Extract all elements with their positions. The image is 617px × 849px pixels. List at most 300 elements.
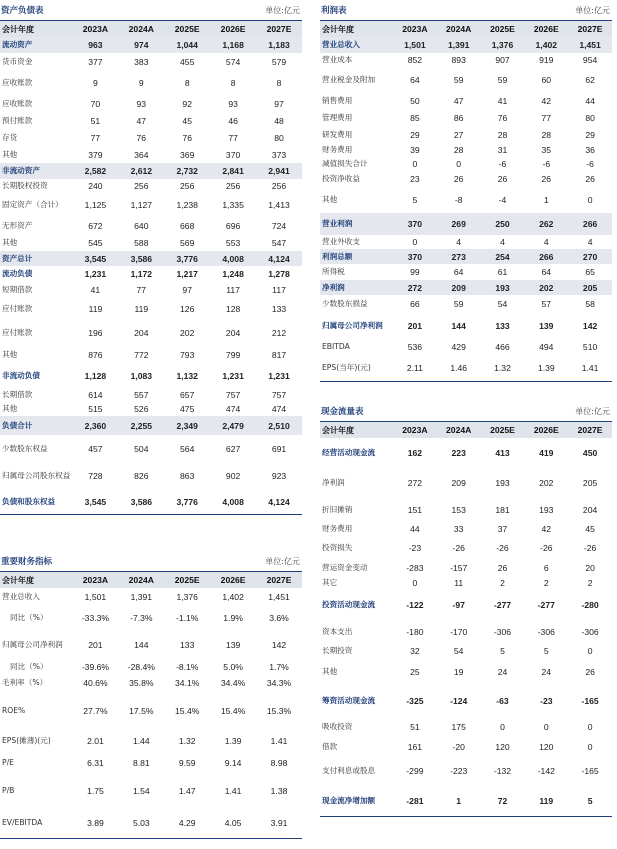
cell-value: 0 bbox=[587, 645, 593, 656]
row-label: 现金流净增加额 bbox=[322, 795, 376, 805]
cell-value: 47 bbox=[453, 95, 464, 106]
cell-value: 54 bbox=[453, 645, 464, 656]
cell-value: 34.3% bbox=[266, 677, 292, 688]
cell-value: 58 bbox=[585, 298, 595, 309]
cell-value: -28.4% bbox=[127, 661, 155, 672]
cell-value: 23 bbox=[410, 173, 420, 184]
cell-value: 2,732 bbox=[164, 163, 210, 179]
cell-value: 11 bbox=[454, 577, 464, 588]
cell-value: 1 bbox=[456, 795, 462, 806]
table-row bbox=[0, 346, 302, 364]
cash-flow-unit: 单位:亿元 bbox=[575, 407, 610, 416]
cell-value: 256 bbox=[134, 181, 149, 191]
cell-value: 494 bbox=[539, 342, 554, 352]
cell-value: 48 bbox=[274, 115, 284, 126]
cell-value: 2,941 bbox=[256, 163, 302, 179]
table-row bbox=[0, 730, 302, 751]
header-row bbox=[0, 572, 302, 588]
header-year: 2027E bbox=[256, 21, 302, 37]
cell-value: 269 bbox=[437, 213, 481, 235]
cell-value: 77 bbox=[136, 285, 147, 295]
cell-value: -325 bbox=[406, 696, 424, 706]
table-row bbox=[0, 217, 302, 235]
table-row bbox=[320, 498, 612, 521]
cell-value: 9.59 bbox=[178, 758, 196, 768]
row-label: 营业总收入 bbox=[2, 591, 40, 601]
row-label: 所得税 bbox=[322, 267, 345, 276]
cell-value: 614 bbox=[88, 390, 103, 400]
cell-value: 119 bbox=[134, 304, 149, 314]
row-label: 流动负债 bbox=[2, 269, 33, 278]
cell-value: -277 bbox=[493, 600, 512, 610]
cell-value: 8 bbox=[276, 77, 282, 88]
cell-value: 5 bbox=[500, 645, 505, 656]
table-row bbox=[0, 129, 302, 146]
cell-value: 0 bbox=[412, 159, 418, 169]
cell-value: 1.32 bbox=[178, 735, 196, 746]
cell-value: -7.3% bbox=[130, 612, 153, 623]
row-label: 研发费用 bbox=[322, 129, 353, 139]
row-label: 归属母公司净利润 bbox=[322, 320, 383, 330]
table-row bbox=[320, 737, 612, 756]
cell-value: 457 bbox=[88, 443, 103, 454]
table-row bbox=[0, 53, 302, 70]
table-row bbox=[0, 674, 302, 691]
cell-value: 262 bbox=[524, 213, 568, 235]
cell-value: 256 bbox=[271, 181, 287, 191]
cell-value: 117 bbox=[226, 285, 240, 295]
cell-value: 1.41 bbox=[581, 363, 599, 373]
row-label: 减值损失合计 bbox=[322, 159, 368, 168]
cell-value: 429 bbox=[451, 342, 466, 352]
cell-value: 61 bbox=[497, 267, 508, 277]
cell-value: 35 bbox=[541, 145, 552, 155]
cell-value: 3.91 bbox=[270, 817, 288, 828]
row-label: 其他 bbox=[2, 350, 18, 359]
header-year: 2024A bbox=[118, 21, 164, 37]
cell-value: 193 bbox=[481, 280, 525, 295]
cell-value: 724 bbox=[271, 221, 287, 231]
cell-value: 119 bbox=[539, 795, 554, 806]
cell-value: 202 bbox=[524, 280, 568, 295]
row-label: 同比（%） bbox=[10, 661, 48, 671]
table-row bbox=[320, 438, 612, 467]
cell-value: 1,168 bbox=[210, 37, 256, 53]
table-row bbox=[320, 171, 612, 186]
cell-value: 1.39 bbox=[224, 735, 242, 746]
cash-flow-panel bbox=[320, 403, 612, 817]
cell-value: -33.3% bbox=[81, 612, 110, 623]
cell-value: 1,083 bbox=[130, 371, 153, 381]
cell-value: 588 bbox=[134, 238, 149, 248]
table-row bbox=[320, 67, 612, 92]
cell-value: 29 bbox=[585, 129, 595, 140]
header-year: 2027E bbox=[568, 422, 612, 438]
cell-value: -280 bbox=[581, 600, 599, 610]
header-year: 2025E bbox=[481, 21, 525, 37]
cell-value: -1.1% bbox=[175, 612, 199, 623]
cell-value: 3,776 bbox=[176, 497, 198, 507]
cell-value: 26 bbox=[585, 666, 595, 677]
cell-value: 126 bbox=[180, 304, 195, 314]
row-label: 归属母公司净利润 bbox=[2, 639, 63, 649]
row-label: EPS(摊薄)(元) bbox=[2, 735, 51, 745]
row-label: 管理费用 bbox=[322, 112, 353, 122]
table-bottom-rule bbox=[320, 816, 612, 817]
cell-value: 1,127 bbox=[130, 200, 153, 210]
cell-value: 204 bbox=[582, 504, 598, 515]
cell-value: 1.7% bbox=[269, 661, 289, 672]
cell-value: 59 bbox=[497, 74, 508, 85]
cell-value: 1,376 bbox=[176, 591, 198, 602]
cell-value: 223 bbox=[451, 447, 466, 458]
cell-value: -6 bbox=[542, 159, 551, 169]
row-label: 销售费用 bbox=[322, 95, 353, 105]
table-row bbox=[320, 143, 612, 157]
cell-value: 919 bbox=[539, 55, 554, 65]
row-label: 货币资金 bbox=[2, 56, 33, 66]
table-row bbox=[0, 70, 302, 95]
table-row bbox=[0, 298, 302, 320]
cell-value: 515 bbox=[88, 404, 103, 414]
row-label: 借款 bbox=[322, 741, 338, 751]
cell-value: 1,231 bbox=[222, 371, 244, 381]
table-row bbox=[0, 388, 302, 402]
table-row bbox=[0, 179, 302, 193]
cell-value: 119 bbox=[88, 304, 103, 314]
cell-value: 1.54 bbox=[132, 786, 150, 796]
cell-value: 852 bbox=[407, 55, 423, 65]
cell-value: 175 bbox=[451, 722, 466, 732]
cell-value: 162 bbox=[407, 447, 423, 458]
row-label: 非流动资产 bbox=[0, 163, 72, 179]
cell-value: 31 bbox=[497, 145, 508, 155]
row-label: 短期借款 bbox=[2, 285, 33, 294]
table-row bbox=[0, 435, 302, 462]
cell-value: 691 bbox=[271, 443, 287, 454]
cell-value: 2,841 bbox=[210, 163, 256, 179]
cell-value: 77 bbox=[228, 132, 238, 143]
cell-value: 250 bbox=[481, 213, 525, 235]
cell-value: 40.6% bbox=[83, 677, 108, 688]
cell-value: 466 bbox=[495, 342, 510, 352]
table-row bbox=[320, 92, 612, 109]
cell-value: 39 bbox=[410, 145, 420, 155]
cell-value: 2,360 bbox=[72, 416, 118, 435]
table-row bbox=[320, 559, 612, 576]
cell-value: 201 bbox=[407, 320, 423, 331]
row-label: 负债和股东权益 bbox=[2, 497, 56, 506]
cell-value: 0 bbox=[587, 722, 593, 732]
table-row bbox=[0, 490, 302, 514]
cell-value: 26 bbox=[497, 173, 508, 184]
cell-value: 19 bbox=[453, 666, 464, 677]
cell-value: 51 bbox=[410, 722, 420, 732]
cell-value: 2.01 bbox=[87, 735, 104, 746]
row-label: 营业利润 bbox=[320, 213, 393, 235]
row-label: EV/EBITDA bbox=[2, 817, 43, 827]
row-label: 投资净收益 bbox=[322, 173, 360, 183]
row-label: 营运资金变动 bbox=[322, 562, 368, 572]
cell-value: 1,376 bbox=[481, 37, 525, 53]
cell-value: 1,413 bbox=[268, 200, 290, 210]
header-year: 2025E bbox=[164, 21, 210, 37]
cell-value: -283 bbox=[406, 562, 424, 573]
cell-value: 526 bbox=[134, 404, 149, 414]
key-ratios-panel bbox=[0, 553, 302, 839]
row-label: 长期投资 bbox=[322, 645, 353, 655]
row-label: 筹资活动现金流 bbox=[322, 696, 376, 705]
cell-value: 272 bbox=[407, 477, 423, 488]
cell-value: 273 bbox=[437, 249, 481, 264]
header-year: 2026E bbox=[524, 21, 568, 37]
row-label: 净利润 bbox=[320, 280, 393, 295]
cell-value: 536 bbox=[407, 342, 423, 352]
cell-value: -26 bbox=[540, 543, 553, 553]
cell-value: 76 bbox=[136, 132, 147, 143]
table-row bbox=[320, 756, 612, 785]
cell-value: 1,231 bbox=[268, 371, 290, 381]
table-row bbox=[0, 588, 302, 605]
cell-value: -6 bbox=[498, 159, 507, 169]
cell-value: 4 bbox=[456, 237, 462, 247]
table-row bbox=[0, 320, 302, 346]
cell-value: 97 bbox=[182, 285, 192, 295]
cell-value: 144 bbox=[451, 320, 466, 331]
cell-value: 728 bbox=[88, 471, 103, 481]
cell-value: 902 bbox=[225, 471, 241, 481]
cell-value: 97 bbox=[274, 98, 284, 109]
row-label: EPS(当年)(元) bbox=[322, 363, 371, 372]
cell-value: 42 bbox=[541, 524, 552, 534]
table-row bbox=[320, 249, 612, 264]
cell-value: 26 bbox=[453, 173, 464, 184]
cell-value: 475 bbox=[180, 404, 195, 414]
cell-value: 1.38 bbox=[270, 786, 288, 796]
cell-value: 3,586 bbox=[118, 251, 164, 266]
cell-value: -157 bbox=[450, 562, 468, 573]
table-row bbox=[320, 235, 612, 249]
table-bottom-rule bbox=[0, 838, 302, 839]
cell-value: 799 bbox=[225, 350, 241, 360]
cell-value: 826 bbox=[134, 471, 149, 481]
cell-value: 0 bbox=[543, 722, 549, 732]
header-year: 2025E bbox=[164, 572, 210, 588]
cell-value: 34.1% bbox=[175, 677, 200, 688]
cell-value: 9 bbox=[138, 77, 144, 88]
cell-value: 120 bbox=[495, 741, 510, 752]
cell-value: 640 bbox=[134, 221, 149, 231]
cell-value: 0 bbox=[456, 159, 462, 169]
cell-value: 153 bbox=[451, 504, 466, 515]
cell-value: 553 bbox=[225, 238, 241, 248]
cell-value: 1,238 bbox=[176, 200, 198, 210]
cell-value: 419 bbox=[539, 447, 554, 458]
cell-value: -306 bbox=[493, 627, 512, 637]
cell-value: 907 bbox=[495, 55, 510, 65]
table-row bbox=[0, 193, 302, 217]
cell-value: 34.4% bbox=[220, 677, 246, 688]
cell-value: 696 bbox=[225, 221, 241, 231]
row-label: P/E bbox=[2, 758, 14, 767]
cell-value: 2,582 bbox=[72, 163, 118, 179]
cell-value: -142 bbox=[537, 765, 555, 776]
cell-value: -8 bbox=[454, 194, 463, 205]
row-label: 吸收投资 bbox=[322, 722, 353, 731]
cell-value: 455 bbox=[180, 56, 195, 67]
balance-sheet-table bbox=[0, 21, 302, 514]
table-row bbox=[320, 537, 612, 559]
cell-value: 76 bbox=[182, 132, 192, 143]
cell-value: 72 bbox=[497, 795, 508, 806]
cell-value: 6.31 bbox=[87, 758, 104, 768]
cell-value: 954 bbox=[582, 55, 598, 65]
table-row bbox=[320, 109, 612, 126]
cell-value: -165 bbox=[581, 696, 599, 706]
cell-value: 1.47 bbox=[178, 786, 196, 796]
cell-value: 1,391 bbox=[437, 37, 481, 53]
cell-value: -170 bbox=[450, 627, 468, 637]
cell-value: 205 bbox=[568, 280, 612, 295]
cell-value: 3,545 bbox=[84, 497, 107, 507]
cell-value: 1,217 bbox=[176, 269, 198, 279]
row-label: 其他 bbox=[322, 194, 338, 204]
header-year: 2024A bbox=[437, 21, 481, 37]
table-row bbox=[320, 312, 612, 339]
cell-value: 50 bbox=[410, 95, 420, 106]
row-label: 毛利率（%） bbox=[2, 677, 48, 687]
table-row bbox=[320, 785, 612, 816]
cell-value: 876 bbox=[88, 350, 103, 360]
cell-value: 204 bbox=[225, 328, 241, 338]
cell-value: 65 bbox=[585, 267, 595, 277]
cell-value: -223 bbox=[450, 765, 468, 776]
row-label: 财务费用 bbox=[322, 145, 353, 154]
cell-value: 27.7% bbox=[83, 705, 108, 716]
cell-value: 379 bbox=[88, 149, 103, 160]
cell-value: -8.1% bbox=[175, 661, 199, 672]
table-row bbox=[0, 146, 302, 163]
row-label: 归属母公司股东权益 bbox=[2, 471, 71, 480]
header-label: 会计年度 bbox=[0, 572, 72, 588]
table-row bbox=[0, 775, 302, 807]
cell-value: 77 bbox=[541, 112, 552, 123]
table-row bbox=[0, 37, 302, 53]
key-ratios-unit: 单位:亿元 bbox=[265, 557, 300, 566]
cell-value: 66 bbox=[410, 298, 420, 309]
cell-value: 1,335 bbox=[222, 200, 244, 210]
row-label: 折旧摊销 bbox=[322, 504, 353, 514]
table-row bbox=[320, 264, 612, 280]
cell-value: 142 bbox=[582, 320, 598, 331]
cell-value: 64 bbox=[453, 267, 464, 277]
cell-value: 36 bbox=[585, 145, 595, 155]
cell-value: 26 bbox=[497, 562, 508, 573]
cell-value: 117 bbox=[272, 285, 286, 295]
row-label: 应收账款 bbox=[2, 77, 33, 87]
cell-value: 59 bbox=[453, 74, 464, 85]
cell-value: 6 bbox=[543, 562, 549, 573]
row-label: 其他 bbox=[2, 404, 18, 413]
cell-value: -23 bbox=[408, 543, 422, 553]
table-row bbox=[320, 589, 612, 621]
cash-flow-title: 现金流量表 bbox=[321, 407, 364, 417]
cell-value: 1,172 bbox=[130, 269, 153, 279]
cell-value: 923 bbox=[271, 471, 287, 481]
row-label: 其他 bbox=[2, 149, 18, 159]
header-year: 2025E bbox=[481, 422, 525, 438]
cell-value: 85 bbox=[410, 112, 420, 123]
cell-value: 4.05 bbox=[224, 817, 242, 828]
cell-value: -165 bbox=[581, 765, 599, 776]
cell-value: 8.98 bbox=[270, 758, 288, 768]
cell-value: 450 bbox=[582, 447, 598, 458]
header-year: 2027E bbox=[568, 21, 612, 37]
table-row bbox=[0, 251, 302, 266]
table-row bbox=[0, 163, 302, 179]
income-statement-title-bar bbox=[320, 2, 612, 21]
cell-value: 370 bbox=[393, 213, 437, 235]
cell-value: 70 bbox=[90, 98, 101, 109]
cell-value: 44 bbox=[585, 95, 595, 106]
cell-value: 139 bbox=[225, 639, 241, 650]
cell-value: 181 bbox=[495, 504, 510, 515]
cell-value: -26 bbox=[583, 543, 597, 553]
cell-value: 1,183 bbox=[256, 37, 302, 53]
cell-value: 2,612 bbox=[118, 163, 164, 179]
header-row bbox=[320, 422, 612, 438]
cell-value: 142 bbox=[271, 639, 287, 650]
table-row bbox=[0, 659, 302, 674]
cell-value: 151 bbox=[407, 504, 423, 515]
cell-value: 4,008 bbox=[222, 497, 244, 507]
income-statement-unit: 单位:亿元 bbox=[575, 6, 610, 15]
table-row bbox=[320, 621, 612, 643]
table-row bbox=[320, 643, 612, 658]
cell-value: 893 bbox=[451, 55, 466, 65]
cell-value: 29 bbox=[410, 129, 420, 140]
table-row bbox=[0, 691, 302, 730]
cell-value: 369 bbox=[180, 149, 195, 160]
cell-value: 80 bbox=[274, 132, 284, 143]
row-label: 应付账款 bbox=[2, 304, 33, 313]
cell-value: 1 bbox=[543, 194, 549, 205]
cell-value: 24 bbox=[541, 666, 552, 677]
cell-value: 1,451 bbox=[568, 37, 612, 53]
cell-value: 657 bbox=[180, 390, 195, 400]
cell-value: 0 bbox=[412, 577, 418, 588]
cell-value: 15.4% bbox=[175, 705, 200, 716]
cell-value: 377 bbox=[88, 56, 103, 67]
row-label: 利润总额 bbox=[320, 249, 393, 264]
header-year: 2026E bbox=[210, 21, 256, 37]
table-row bbox=[0, 364, 302, 388]
cell-value: 133 bbox=[495, 320, 510, 331]
cell-value: -20 bbox=[452, 741, 465, 752]
table-row bbox=[320, 658, 612, 685]
header-row bbox=[0, 21, 302, 37]
cell-value: 4,008 bbox=[210, 251, 256, 266]
cell-value: 272 bbox=[393, 280, 437, 295]
row-label: 长期借款 bbox=[2, 390, 33, 399]
cell-value: 1,231 bbox=[84, 269, 107, 279]
cell-value: 256 bbox=[180, 181, 195, 191]
row-label: 经营活动现金流 bbox=[322, 447, 376, 457]
row-label: 其他 bbox=[322, 666, 338, 676]
cell-value: 1,402 bbox=[222, 591, 244, 602]
cell-value: 0 bbox=[412, 237, 418, 247]
table-row bbox=[320, 126, 612, 143]
